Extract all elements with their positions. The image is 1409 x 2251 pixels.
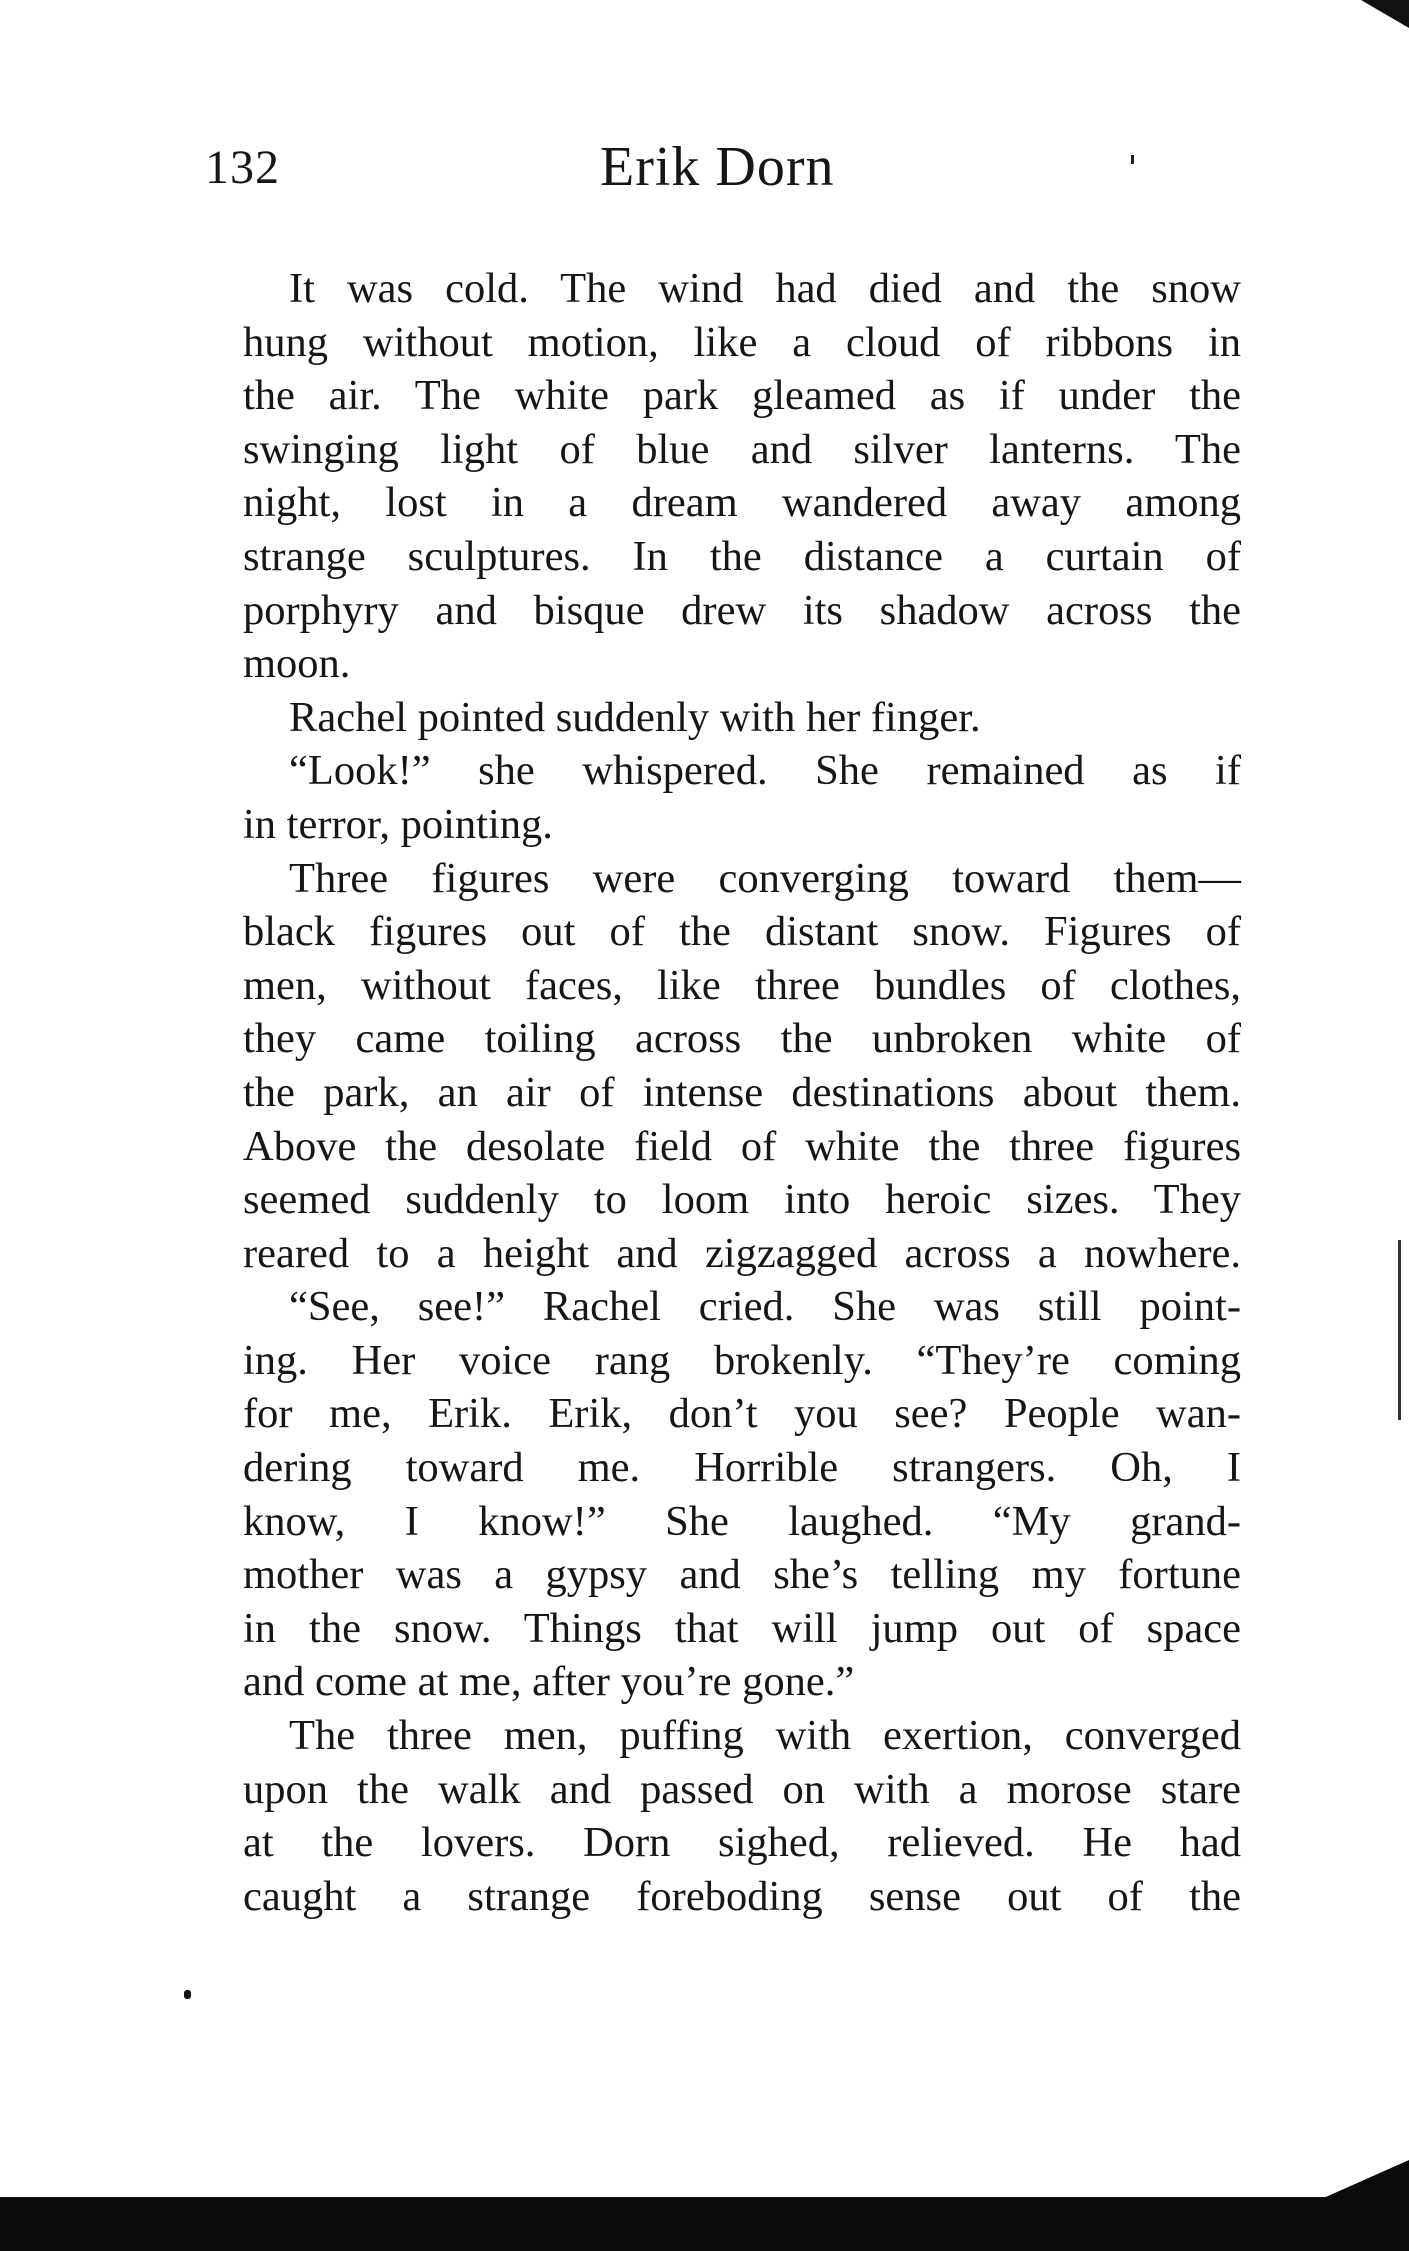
text-line: know, I know!” She laughed. “My grand- <box>243 1497 1241 1545</box>
text-line: in terror, pointing. <box>243 800 553 848</box>
text-line: swinging light of blue and silver lanterns. The <box>243 425 1241 473</box>
text-line: ing. Her voice rang brokenly. “They’re coming <box>243 1336 1241 1384</box>
text-line: “See, see!” Rachel cried. She was still point- <box>289 1283 1241 1331</box>
text-line: at the lovers. Dorn sighed, relieved. He had <box>243 1819 1241 1867</box>
text-line: Above the desolate field of white the three figures <box>243 1122 1241 1170</box>
text-line: the air. The white park gleamed as if under the <box>243 372 1241 420</box>
scan-bottom-edge <box>0 2197 1409 2251</box>
text-line: upon the walk and passed on with a morose stare <box>243 1765 1241 1813</box>
text-line: and come at me, after you’re gone.” <box>243 1658 855 1706</box>
text-line: mother was a gypsy and she’s telling my fortune <box>243 1551 1241 1599</box>
scan-speck <box>184 1990 191 1999</box>
page-number: 132 <box>205 141 280 194</box>
text-line: It was cold. The wind had died and the snow <box>289 265 1241 312</box>
running-title: Erik Dorn <box>600 136 835 198</box>
scan-speck <box>1131 155 1134 164</box>
text-line: for me, Erik. Erik, don’t you see? People wan- <box>243 1390 1241 1438</box>
text-line: “Look!” she whispered. She remained as if <box>289 747 1241 795</box>
text-line: men, without faces, like three bundles of clothes, <box>243 961 1241 1009</box>
text-line: in the snow. Things that will jump out of space <box>243 1604 1241 1652</box>
text-line: strange sculptures. In the distance a curtain of <box>243 532 1241 580</box>
margin-scan-line <box>1398 1240 1401 1420</box>
text-line: caught a strange foreboding sense out of the <box>243 1872 1241 1920</box>
text-line: dering toward me. Horrible strangers. Oh, I <box>243 1444 1241 1492</box>
text-line: moon. <box>243 640 351 688</box>
text-line: they came toiling across the unbroken white of <box>243 1015 1241 1063</box>
text-line: seemed suddenly to loom into heroic sizes. They <box>243 1176 1241 1224</box>
text-line: Three figures were converging toward them— <box>289 854 1241 902</box>
text-line: the park, an air of intense destinations about them. <box>243 1068 1241 1116</box>
text-line: black figures out of the distant snow. Figures of <box>243 908 1241 956</box>
text-line: Rachel pointed suddenly with her finger. <box>289 693 981 741</box>
text-line: porphyry and bisque drew its shadow across the <box>243 586 1241 634</box>
page-edge-shadow <box>1319 2160 1409 2200</box>
text-line: reared to a height and zigzagged across a nowhere. <box>243 1229 1241 1277</box>
text-line: night, lost in a dream wandered away among <box>243 479 1241 527</box>
corner-scan-mark <box>1361 0 1409 28</box>
text-line: hung without motion, like a cloud of ribbons in <box>243 318 1241 366</box>
body-text <box>243 262 1241 1923</box>
text-line: The three men, puffing with exertion, converged <box>289 1712 1241 1760</box>
